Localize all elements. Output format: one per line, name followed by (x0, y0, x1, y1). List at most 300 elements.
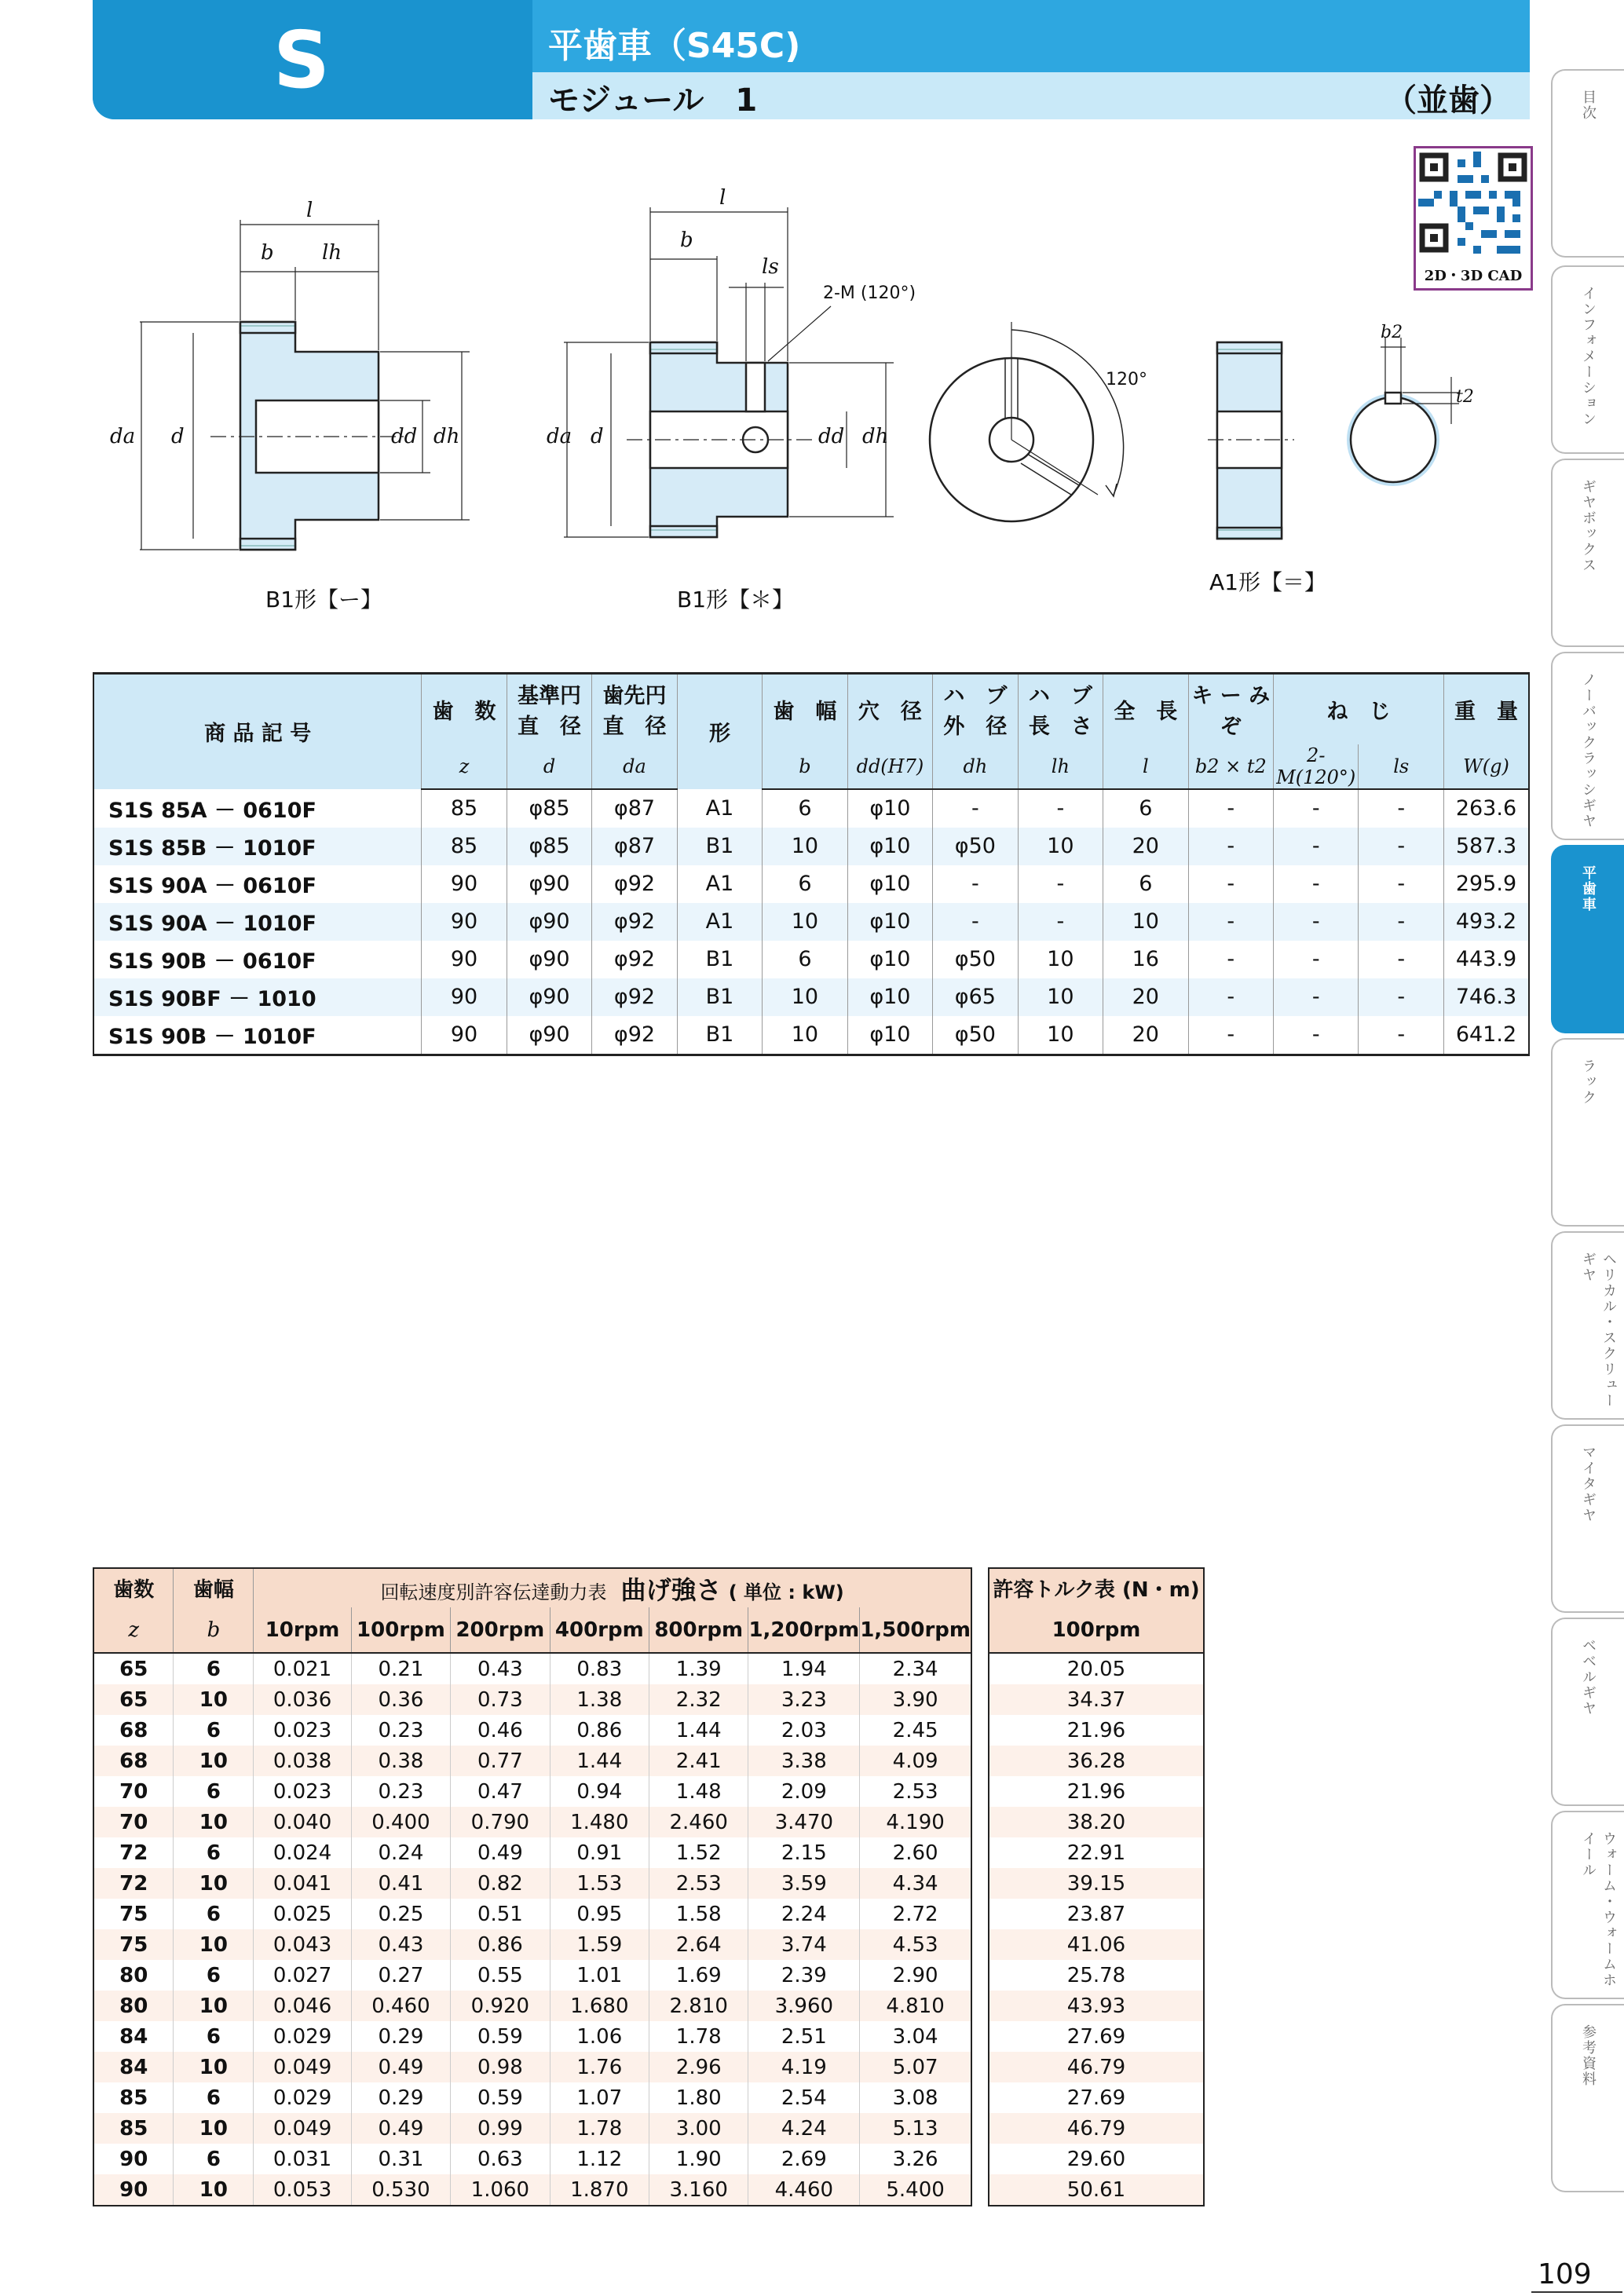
col-d: 基準円 直 径 (507, 674, 591, 744)
spec-cell: φ65 (933, 978, 1018, 1016)
pw-power: 2.72 (860, 1899, 971, 1929)
pw-power: 0.49 (451, 1837, 550, 1868)
pw-power: 1.52 (649, 1837, 748, 1868)
spec-cell: - (1359, 1016, 1443, 1055)
pw-col-rpm: 100rpm (351, 1607, 450, 1653)
spec-cell: - (1274, 865, 1359, 903)
side-tab-7[interactable] (1551, 1231, 1624, 1420)
pw-teeth: 84 (119, 2024, 148, 2049)
tq-row (989, 1776, 1204, 1807)
col-key: キ ー みぞ (1188, 674, 1273, 744)
spec-cell: 10 (1018, 978, 1103, 1016)
label-da: da (110, 425, 136, 448)
pw-power: 1.76 (550, 2052, 649, 2082)
product-code[interactable]: S1S 85B － 1010F (93, 828, 422, 865)
tooth-type: （並歯） (1385, 82, 1511, 119)
label-angle: 120° (1106, 370, 1147, 389)
pw-row (93, 2174, 971, 2206)
pw-row (93, 2113, 971, 2144)
label-dd: dd (391, 425, 418, 448)
side-tab-label: マイタギヤ (1580, 1445, 1597, 1523)
pw-col-rpm: 1,200rpm (748, 1607, 860, 1653)
pw-power: 1.480 (550, 1807, 649, 1837)
spec-cell: 10 (763, 828, 847, 865)
tq-value: 50.61 (989, 2174, 1204, 2206)
pw-teeth: 70 (93, 1807, 174, 1837)
pw-power: 0.59 (451, 2021, 550, 2052)
label-dd2: dd (818, 425, 845, 448)
spec-cell: 90 (422, 865, 507, 903)
pw-col-rpm: 200rpm (451, 1607, 550, 1653)
pw-power: 0.29 (351, 2082, 450, 2113)
page-header (93, 0, 1530, 119)
spec-cell: 10 (763, 978, 847, 1016)
pw-col-teeth: 歯数 (93, 1568, 174, 1607)
pw-power: 0.021 (254, 1653, 351, 1684)
pw-row (93, 1837, 971, 1868)
col-z: 歯 数 (422, 674, 507, 744)
pw-width: 10 (174, 1929, 254, 1960)
tq-value: 21.96 (1066, 1718, 1126, 1742)
pw-width: 10 (174, 2113, 254, 2144)
pw-power: 2.15 (748, 1837, 860, 1868)
side-tab-label: 参考資料 (1580, 2024, 1597, 2087)
pw-power: 2.09 (748, 1776, 860, 1807)
pw-teeth: 70 (119, 1779, 148, 1804)
pw-power: 0.21 (351, 1653, 450, 1684)
pw-power: 4.53 (860, 1929, 971, 1960)
sym-dd: dd(H7) (847, 744, 932, 789)
pw-power: 0.029 (254, 2082, 351, 2113)
pw-power: 2.45 (860, 1715, 971, 1746)
spec-cell: - (933, 903, 1018, 941)
pw-teeth: 65 (93, 1684, 174, 1715)
label-b2w: b (680, 229, 693, 252)
pw-teeth: 80 (93, 1991, 174, 2021)
label-lh: lh (322, 241, 342, 265)
pw-width: 10 (174, 1868, 254, 1899)
pw-power: 1.78 (649, 2021, 748, 2052)
tq-row (989, 2113, 1204, 2144)
col-l: 全 長 (1103, 674, 1188, 744)
spec-cell: B1 (677, 1016, 762, 1055)
pw-power: 0.51 (451, 1899, 550, 1929)
pw-power: 1.58 (649, 1899, 748, 1929)
spec-cell: - (1188, 978, 1273, 1016)
pw-row (93, 1653, 971, 1684)
spec-table (93, 672, 1530, 1056)
pw-teeth: 75 (119, 1902, 148, 1926)
pw-col-width: 歯幅 (174, 1568, 254, 1607)
pw-width: 10 (174, 1807, 254, 1837)
pw-power: 2.32 (649, 1684, 748, 1715)
spec-cell: 20 (1103, 1016, 1188, 1055)
spec-cell: - (1359, 941, 1443, 978)
side-tab-label: インフォメーション (1580, 286, 1597, 427)
pw-power: 0.47 (451, 1776, 550, 1807)
pw-width: 6 (174, 2082, 254, 2113)
side-tab-2[interactable] (1551, 265, 1624, 454)
side-tab-5[interactable] (1551, 845, 1624, 1033)
pw-power: 0.29 (351, 2021, 450, 2052)
pw-row (93, 1746, 971, 1776)
pw-power: 0.049 (254, 2113, 351, 2144)
pw-power: 1.06 (550, 2021, 649, 2052)
pw-power: 3.960 (748, 1991, 860, 2021)
spec-cell: - (1274, 903, 1359, 941)
spec-cell: φ50 (933, 941, 1018, 978)
tq-row (989, 1807, 1204, 1837)
spec-cell: - (1359, 978, 1443, 1016)
spec-cell: - (1188, 789, 1273, 828)
pw-power: 0.023 (254, 1715, 351, 1746)
side-tab-label: 目次 (1580, 90, 1597, 121)
label-b2: b2 (1381, 323, 1403, 342)
drawing-a1-plain (1208, 342, 1294, 539)
pw-row (93, 2021, 971, 2052)
pw-power: 0.86 (451, 1929, 550, 1960)
pw-power: 0.920 (451, 1991, 550, 2021)
spec-cell: 746.3 (1443, 978, 1529, 1016)
sym-lh: lh (1018, 744, 1103, 789)
pw-teeth: 80 (119, 1963, 148, 1987)
spec-cell: φ10 (847, 941, 932, 978)
col-lh: ハ ブ 長 さ (1018, 674, 1103, 744)
spec-cell: - (1274, 978, 1359, 1016)
spec-cell: 10 (1018, 941, 1103, 978)
spec-cell: φ87 (592, 828, 677, 865)
pw-power: 0.36 (351, 1684, 450, 1715)
tq-row (989, 1653, 1204, 1684)
spec-cell: - (1359, 789, 1443, 828)
pw-power: 2.90 (860, 1960, 971, 1991)
spec-cell: - (1018, 865, 1103, 903)
side-tab-9[interactable] (1551, 1618, 1624, 1806)
pw-power: 0.053 (254, 2174, 351, 2206)
pw-teeth: 85 (119, 2086, 148, 2110)
side-tab-label: ラック (1580, 1058, 1597, 1106)
power-table (93, 1567, 972, 2206)
spec-cell: 90 (422, 941, 507, 978)
pw-power: 0.94 (550, 1776, 649, 1807)
sym-w: W(g) (1443, 744, 1529, 789)
caption-b1-setscrew: B1形【＊】 (677, 587, 795, 612)
pw-power: 0.025 (254, 1899, 351, 1929)
qr-caption: 2D・3D CAD (1424, 268, 1523, 284)
pw-col-rpm: 800rpm (649, 1607, 748, 1653)
spec-cell: 20 (1103, 978, 1188, 1016)
spec-cell: 10 (1018, 828, 1103, 865)
tq-row (989, 1929, 1204, 1960)
pw-title-unit: ( 単位 : kW) (728, 1581, 844, 1603)
pw-col-rpm: 400rpm (550, 1607, 649, 1653)
pw-power: 0.530 (351, 2174, 450, 2206)
spec-cell: 493.2 (1443, 903, 1529, 941)
spec-cell: - (1359, 828, 1443, 865)
side-tab-10[interactable] (1551, 1811, 1624, 1999)
pw-power: 3.470 (748, 1807, 860, 1837)
spec-cell: 6 (763, 789, 847, 828)
pw-power: 2.51 (748, 2021, 860, 2052)
pw-power: 3.26 (860, 2144, 971, 2174)
spec-cell: 90 (422, 978, 507, 1016)
product-code[interactable]: S1S 90B － 0610F (108, 949, 316, 974)
pw-power: 5.400 (860, 2174, 971, 2206)
pw-power: 2.53 (649, 1868, 748, 1899)
spec-cell: φ10 (847, 828, 932, 865)
pw-row (93, 1868, 971, 1899)
spec-cell: 85 (422, 828, 507, 865)
pw-row (93, 2082, 971, 2113)
pw-width: 6 (174, 1715, 254, 1746)
spec-cell: 90 (422, 1016, 507, 1055)
tq-row (989, 1868, 1204, 1899)
cad-qr-code[interactable] (1414, 146, 1533, 291)
side-tab-3[interactable] (1551, 459, 1624, 647)
spec-cell: - (1274, 941, 1359, 978)
pw-width: 10 (174, 1746, 254, 1776)
sym-tap: 2-M(120°) (1274, 744, 1359, 789)
pw-power: 5.07 (860, 2052, 971, 2082)
pw-width: 6 (174, 2144, 254, 2174)
pw-power: 2.54 (748, 2082, 860, 2113)
pw-power: 1.39 (649, 1653, 748, 1684)
tq-row (989, 2082, 1204, 2113)
pw-power: 1.78 (550, 2113, 649, 2144)
spec-row (93, 828, 1529, 865)
pw-power: 0.86 (550, 1715, 649, 1746)
pw-row (93, 1991, 971, 2021)
pw-power: 0.046 (254, 1991, 351, 2021)
spec-cell: - (1359, 865, 1443, 903)
pw-teeth: 75 (93, 1929, 174, 1960)
spec-cell: φ92 (592, 941, 677, 978)
spec-cell: 10 (1103, 903, 1188, 941)
tq-value: 22.91 (1066, 1841, 1126, 1865)
tq-value: 27.69 (1066, 2086, 1126, 2110)
pw-width: 6 (174, 1899, 254, 1929)
pw-power: 1.80 (649, 2082, 748, 2113)
side-tab-4[interactable] (1551, 652, 1624, 840)
spec-cell: φ10 (847, 903, 932, 941)
spec-cell: 587.3 (1443, 828, 1529, 865)
spec-cell: - (1188, 903, 1273, 941)
pw-power: 2.53 (860, 1776, 971, 1807)
pw-power: 0.041 (254, 1868, 351, 1899)
side-tab-8[interactable] (1551, 1424, 1624, 1613)
spec-cell: φ85 (507, 789, 591, 828)
page-number-rule (1531, 2291, 1622, 2293)
tq-value: 41.06 (989, 1929, 1204, 1960)
pw-power: 0.55 (451, 1960, 550, 1991)
label-d: d (171, 425, 185, 448)
pw-power: 0.46 (451, 1715, 550, 1746)
spec-cell: φ10 (847, 789, 932, 828)
pw-power: 0.040 (254, 1807, 351, 1837)
side-tab-label: 平歯車 (1580, 865, 1597, 912)
spec-cell: 6 (763, 941, 847, 978)
pw-power: 1.01 (550, 1960, 649, 1991)
col-b: 歯 幅 (763, 674, 847, 744)
drawing-hub-endview (930, 322, 1124, 521)
pw-width: 10 (174, 1991, 254, 2021)
pw-row (93, 1929, 971, 1960)
product-code[interactable]: S1S 85A － 0610F (108, 798, 316, 823)
pw-power: 1.38 (550, 1684, 649, 1715)
tq-value: 27.69 (1066, 2024, 1126, 2049)
spec-cell: - (933, 789, 1018, 828)
side-tab-1[interactable] (1551, 69, 1624, 258)
pw-power: 0.23 (351, 1715, 450, 1746)
pw-width: 10 (174, 1684, 254, 1715)
sym-b: b (763, 744, 847, 789)
pw-power: 1.060 (451, 2174, 550, 2206)
spec-cell: φ50 (933, 828, 1018, 865)
sym-z: z (422, 744, 507, 789)
label-tap: 2-M (120°) (823, 283, 916, 303)
spec-cell: φ50 (933, 1016, 1018, 1055)
spec-cell: 90 (422, 903, 507, 941)
pw-power: 1.53 (550, 1868, 649, 1899)
spec-cell: 641.2 (1443, 1016, 1529, 1055)
product-code[interactable]: S1S 90BF － 1010 (93, 978, 422, 1016)
label-da2: da (547, 425, 572, 448)
pw-teeth: 68 (93, 1746, 174, 1776)
pw-sym-z: z (93, 1607, 174, 1653)
pw-power: 0.049 (254, 2052, 351, 2082)
pw-power: 0.460 (351, 1991, 450, 2021)
label-d2: d (591, 425, 604, 448)
tq-row (989, 1715, 1204, 1746)
sym-ls: ls (1359, 744, 1443, 789)
pw-width: 10 (174, 2174, 254, 2206)
spec-cell: φ92 (592, 978, 677, 1016)
col-dh: ハ ブ 外 径 (933, 674, 1018, 744)
spec-cell: φ90 (507, 941, 591, 978)
spec-row (93, 941, 1529, 978)
spec-cell: 6 (1103, 789, 1188, 828)
pw-power: 0.99 (451, 2113, 550, 2144)
pw-width: 6 (174, 1960, 254, 1991)
spec-cell: - (1274, 828, 1359, 865)
pw-power: 0.043 (254, 1929, 351, 1960)
label-dh2: dh (862, 425, 889, 448)
pw-power: 0.49 (351, 2052, 450, 2082)
side-tab-11[interactable] (1551, 2004, 1624, 2192)
pw-sym-b: b (174, 1607, 254, 1653)
pw-power: 0.49 (351, 2113, 450, 2144)
tq-row (989, 2021, 1204, 2052)
tq-value: 46.79 (989, 2113, 1204, 2144)
pw-power: 0.82 (451, 1868, 550, 1899)
col-da: 歯先円 直 径 (592, 674, 677, 744)
spec-cell: - (1188, 941, 1273, 978)
pw-power: 3.74 (748, 1929, 860, 1960)
caption-b1-hub: B1形【ー】 (265, 587, 383, 612)
tq-value: 46.79 (989, 2052, 1204, 2082)
pw-power: 0.031 (254, 2144, 351, 2174)
spec-cell: φ90 (507, 865, 591, 903)
spec-cell: 10 (1018, 1016, 1103, 1055)
spec-cell: 10 (763, 1016, 847, 1055)
pw-power: 4.460 (748, 2174, 860, 2206)
sym-d: d (507, 744, 591, 789)
pw-power: 2.24 (748, 1899, 860, 1929)
pw-power: 4.09 (860, 1746, 971, 1776)
pw-power: 1.44 (550, 1746, 649, 1776)
drawing-b1-setscrew (564, 207, 894, 537)
spec-cell: φ85 (507, 828, 591, 865)
pw-power: 1.680 (550, 1991, 649, 2021)
drawing-keyway (1351, 338, 1459, 482)
page-title: 平歯車（S45C) (548, 26, 801, 66)
pw-power: 2.96 (649, 2052, 748, 2082)
label-b: b (261, 241, 274, 265)
pw-power: 0.23 (351, 1776, 450, 1807)
pw-title (254, 1568, 971, 1607)
spec-cell: φ87 (592, 789, 677, 828)
pw-power: 0.029 (254, 2021, 351, 2052)
pw-power: 1.90 (649, 2144, 748, 2174)
side-tab-6[interactable] (1551, 1038, 1624, 1227)
pw-power: 5.13 (860, 2113, 971, 2144)
pw-power: 1.07 (550, 2082, 649, 2113)
spec-cell: A1 (677, 865, 762, 903)
pw-power: 2.460 (649, 1807, 748, 1837)
tq-value: 38.20 (989, 1807, 1204, 1837)
pw-power: 1.59 (550, 1929, 649, 1960)
spec-cell: - (1188, 828, 1273, 865)
product-code[interactable]: S1S 90A － 1010F (93, 903, 422, 941)
pw-power: 0.027 (254, 1960, 351, 1991)
product-code[interactable]: S1S 90A － 0610F (108, 874, 316, 898)
pw-power: 1.48 (649, 1776, 748, 1807)
sym-key: b2 × t2 (1188, 744, 1273, 789)
spec-row (93, 1016, 1529, 1055)
spec-cell: - (1018, 789, 1103, 828)
pw-power: 0.91 (550, 1837, 649, 1868)
pw-power: 0.27 (351, 1960, 450, 1991)
spec-cell: φ10 (847, 978, 932, 1016)
spec-cell: 10 (763, 903, 847, 941)
tq-value: 29.60 (1066, 2147, 1126, 2171)
spec-cell: 263.6 (1443, 789, 1529, 828)
label-l2: l (719, 186, 726, 210)
tq-value: 25.78 (1066, 1963, 1126, 1987)
pw-width: 6 (174, 1837, 254, 1868)
spec-cell: 16 (1103, 941, 1188, 978)
tq-value: 23.87 (1066, 1902, 1126, 1926)
spec-cell: 443.9 (1443, 941, 1529, 978)
pw-teeth: 90 (93, 2174, 174, 2206)
module-subtitle: モジュール 1 (548, 82, 758, 119)
label-l: l (306, 199, 313, 222)
tq-row (989, 1746, 1204, 1776)
spec-cell: 295.9 (1443, 865, 1529, 903)
pw-row (93, 1684, 971, 1715)
product-code[interactable]: S1S 90B － 1010F (108, 1025, 316, 1049)
tq-title: 許容トルク表 (N・m) (989, 1568, 1204, 1607)
pw-power: 0.41 (351, 1868, 450, 1899)
sym-da: da (592, 744, 677, 789)
pw-power: 0.59 (451, 2082, 550, 2113)
pw-power: 2.60 (860, 1837, 971, 1868)
spec-cell: - (1274, 789, 1359, 828)
side-tab-label: ヘリカル・スクリューギヤ (1580, 1252, 1617, 1409)
pw-power: 0.73 (451, 1684, 550, 1715)
spec-cell: A1 (677, 789, 762, 828)
pw-power: 1.94 (748, 1653, 860, 1684)
